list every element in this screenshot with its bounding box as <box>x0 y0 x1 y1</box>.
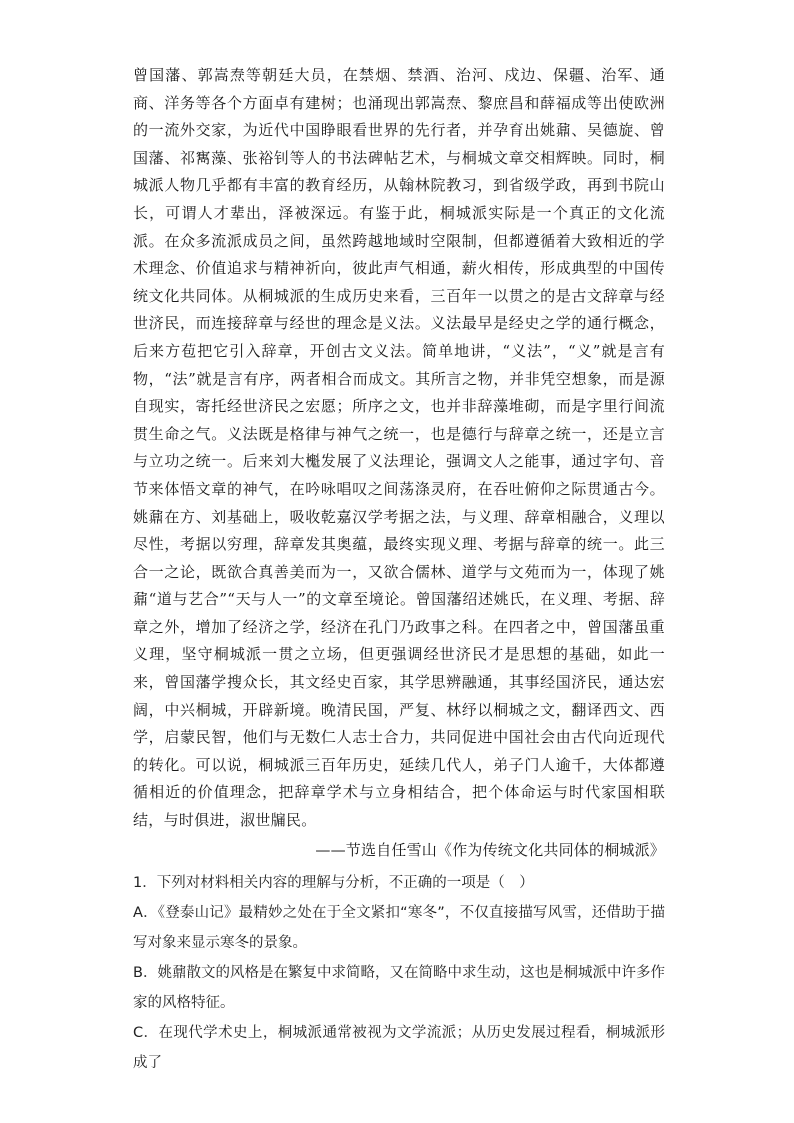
passage-source: ——节选自任雪山《作为传统文化共同体的桐城派》 <box>315 840 665 859</box>
option-a: A．《登泰山记》最精妙之处在于全文紧扣“寒冬”，不仅直接描写风雪，还借助于描写对象来显示寒冬的景象。 <box>133 905 665 952</box>
passage-paragraph: 曾国藩、郭嵩焘等朝廷大员，在禁烟、禁酒、治河、戍边、保疆、治军、通商、洋务等各个方面卓有建树；也涌现出郭嵩焘、黎庶昌和薛福成等出使欧洲的一流外交家，为近代中国睁眼看世界的先行者，并孕育出姚鼐、吴德旋、曾国藩、祁寯藻、张裕钊等人的书法碑帖艺术，与桐城文章交相辉映。同时，桐城派人物几乎都有丰富的教育经历，从翰林院教习，到省级学政，再到书院山长，可谓人才辈出，泽被深远。有鉴于此，桐城派实际是一个真正的文化流派。在众多流派成员之间，虽然跨越地域时空限制，但都遵循着大致相近的学术理念、价值追求与精神祈向，彼此声气相通，薪火相传，形成典型的中国传统文化共同体。从桐城派的生成历史来看，三百年一以贯之的是古文辞章与经世济民，而连接辞章与经世的理念是义法。义法最早是经史之学的通行概念，后来方苞把它引入辞章，开创古文义法。简单地讲，“义法”，“义”就是言有物，“法”就是言有序，两者相合而成文。其所言之物，并非凭空想象，而是源自现实，寄托经世济民之宏愿；所序之文，也并非辞藻堆砌，而是字里行间流贯生命之气。义法既是格律与神气之统一，也是德行与辞章之统一，还是立言与立功之统一。后来刘大櫆发展了义法理论，强调文人之能事，通过字句、音节来体悟文章的神气，在吟咏唱叹之间荡涤灵府，在吞吐俯仰之际贯通古今。姚鼐在方、刘基础上，吸收乾嘉汉学考据之法，与义理、辞章相融合，义理以尽性，考据以穷理，辞章发其奥蕴，最终实现义理、考据与辞章的统一。此三合一之论，既欲合真善美而为一，又欲合儒林、道学与文苑而为一，体现了姚鼐“道与艺合”“天与人一”的文章至境论。曾国藩绍述姚氏，在义理、考据、辞章之外，增加了经济之学，经济在孔门乃政事之科。在四者之中，曾国藩虽重义理，坚守桐城派一贯之立场，但更强调经世济民才是思想的基础，如此一来，曾国藩学搜众长，其文经史百家，其学思辨融通，其事经国济民，通达宏阔，中兴桐城，开辟新境。晚清民国，严复、林纾以桐城之文，翻译西文、西学，启蒙民智，他们与无数仁人志士合力，共同促进中国社会由古代向近现代的转化。可以说，桐城派三百年历史，延续几代人，弟子门人逾千，大体都遵循相近的价值理念，把辞章学术与立身相结合，把个体命运与时代家国相联结，与时俱进，淑世牖民。 <box>133 66 665 830</box>
question-block <box>133 868 665 1078</box>
question-stem: 1．下列对材料相关内容的理解与分析，不正确的一项是（ ） <box>133 875 534 892</box>
option-b: B．姚鼐散文的风格是在繁复中求简略，又在简略中求生动，这也是桐城派中许多作家的风格特征。 <box>133 965 665 1012</box>
document-content <box>133 62 665 1078</box>
option-c: C．在现代学术史上，桐城派通常被视为文学流派；从历史发展过程看，桐城派形成了 <box>133 1025 665 1072</box>
